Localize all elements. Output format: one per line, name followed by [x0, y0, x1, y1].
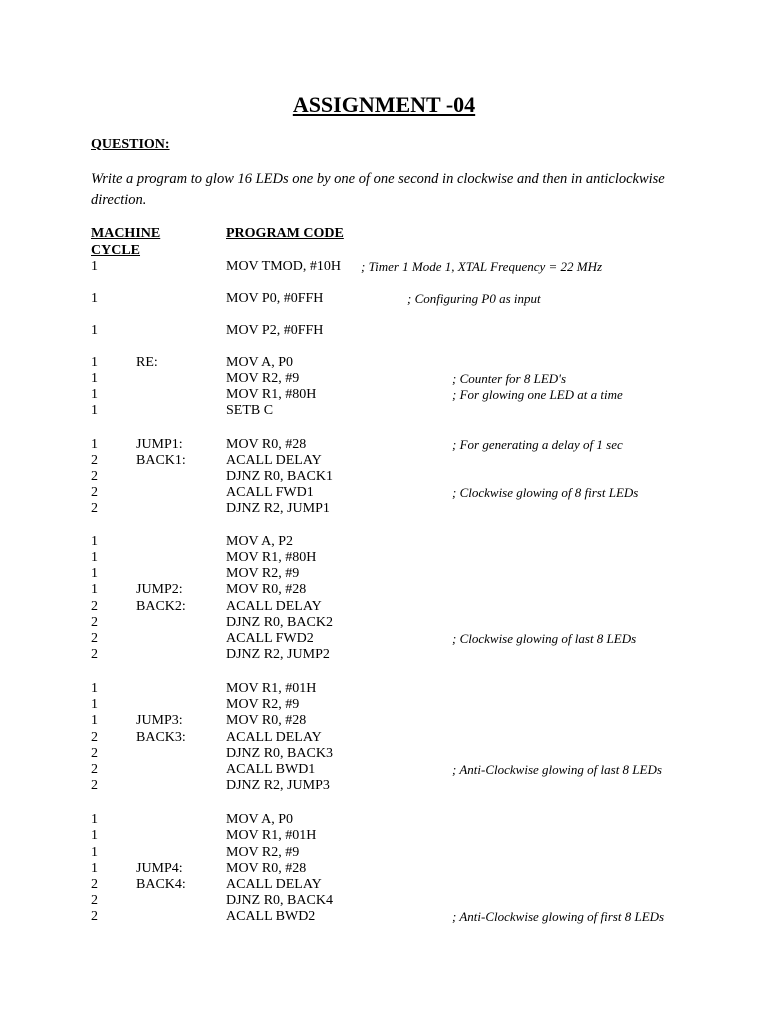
machine-cycle-cell: 2	[91, 893, 98, 908]
instruction-cell: DJNZ R2, JUMP3	[226, 778, 330, 793]
code-label-cell: BACK4:	[136, 877, 186, 892]
machine-cycle-cell: 2	[91, 453, 98, 468]
machine-header: MACHINE	[91, 226, 161, 241]
instruction-cell: MOV P2, #0FFH	[226, 323, 324, 338]
code-label-cell: BACK3:	[136, 730, 186, 745]
code-label-cell: JUMP2:	[136, 582, 183, 597]
instruction-cell: DJNZ R0, BACK4	[226, 893, 333, 908]
machine-cycle-cell: 1	[91, 437, 98, 452]
instruction-cell: MOV R1, #01H	[226, 681, 317, 696]
machine-cycle-cell: 2	[91, 746, 98, 761]
machine-cycle-cell: 1	[91, 697, 98, 712]
instruction-cell: DJNZ R0, BACK1	[226, 469, 333, 484]
instruction-cell: MOV R1, #80H	[226, 387, 317, 402]
instruction-cell: MOV R1, #01H	[226, 828, 317, 843]
instruction-cell: DJNZ R2, JUMP1	[226, 501, 330, 516]
comment-cell: ; Anti-Clockwise glowing of last 8 LEDs	[452, 762, 662, 777]
question-text: Write a program to glow 16 LEDs one by one of one second in clockwise and then in anticlockwise direction.	[91, 171, 665, 208]
instruction-cell: ACALL DELAY	[226, 599, 322, 614]
comment-cell: ; Counter for 8 LED's	[452, 371, 567, 386]
comment-cell: ; For generating a delay of 1 sec	[452, 437, 623, 452]
machine-cycle-cell: 1	[91, 323, 98, 338]
machine-cycle-cell: 2	[91, 631, 98, 646]
comment-cell: ; Clockwise glowing of last 8 LEDs	[452, 631, 637, 646]
instruction-cell: SETB C	[226, 403, 274, 418]
code-label-cell: JUMP3:	[136, 713, 183, 728]
code-label-cell: JUMP1:	[136, 437, 183, 452]
machine-cycle-cell: 1	[91, 291, 98, 306]
instruction-cell: ACALL DELAY	[226, 877, 322, 892]
instruction-cell: MOV A, P2	[226, 534, 294, 549]
instruction-cell: MOV TMOD, #10H	[226, 259, 341, 274]
code-label-cell: RE:	[136, 355, 158, 370]
instruction-cell: ACALL DELAY	[226, 453, 322, 468]
comment-cell: ; Anti-Clockwise glowing of first 8 LEDs	[452, 909, 665, 924]
cycle-header: CYCLE	[91, 243, 141, 258]
machine-cycle-cell: 2	[91, 647, 98, 662]
machine-cycle-cell: 1	[91, 582, 98, 597]
comment-cell: ; Clockwise glowing of 8 first LEDs	[452, 485, 639, 500]
instruction-cell: ACALL DELAY	[226, 730, 322, 745]
instruction-cell: ACALL FWD2	[226, 631, 314, 646]
instruction-cell: MOV A, P0	[226, 812, 294, 827]
machine-cycle-cell: 1	[91, 387, 98, 402]
machine-cycle-cell: 1	[91, 355, 98, 370]
code-label-cell: JUMP4:	[136, 861, 183, 876]
machine-cycle-cell: 1	[91, 812, 98, 827]
instruction-cell: MOV R0, #28	[226, 861, 307, 876]
instruction-cell: MOV R0, #28	[226, 713, 307, 728]
instruction-cell: DJNZ R2, JUMP2	[226, 647, 330, 662]
machine-cycle-cell: 1	[91, 681, 98, 696]
machine-cycle-cell: 2	[91, 469, 98, 484]
instruction-cell: ACALL FWD1	[226, 485, 314, 500]
machine-cycle-cell: 1	[91, 828, 98, 843]
machine-cycle-cell: 2	[91, 877, 98, 892]
machine-cycle-cell: 1	[91, 550, 98, 565]
machine-cycle-cell: 1	[91, 534, 98, 549]
comment-cell: ; Timer 1 Mode 1, XTAL Frequency = 22 MHz	[361, 259, 603, 274]
machine-cycle-cell: 1	[91, 259, 98, 274]
instruction-cell: MOV A, P0	[226, 355, 294, 370]
instruction-cell: MOV R2, #9	[226, 566, 300, 581]
comment-cell: ; Configuring P0 as input	[407, 291, 541, 306]
machine-cycle-cell: 1	[91, 845, 98, 860]
machine-cycle-cell: 2	[91, 909, 98, 924]
question-label: QUESTION:	[91, 137, 170, 152]
machine-cycle-cell: 1	[91, 566, 98, 581]
machine-cycle-cell: 2	[91, 615, 98, 630]
machine-cycle-cell: 2	[91, 501, 98, 516]
instruction-cell: MOV R0, #28	[226, 582, 307, 597]
instruction-cell: MOV R2, #9	[226, 845, 300, 860]
code-label-cell: BACK1:	[136, 453, 186, 468]
machine-cycle-cell: 1	[91, 713, 98, 728]
instruction-cell: DJNZ R0, BACK2	[226, 615, 333, 630]
instruction-cell: MOV R2, #9	[226, 371, 300, 386]
machine-cycle-cell: 1	[91, 371, 98, 386]
machine-cycle-cell: 2	[91, 730, 98, 745]
instruction-cell: ACALL BWD1	[226, 762, 316, 777]
machine-cycle-cell: 2	[91, 778, 98, 793]
machine-cycle-cell: 2	[91, 599, 98, 614]
instruction-cell: DJNZ R0, BACK3	[226, 746, 333, 761]
instruction-cell: MOV R0, #28	[226, 437, 307, 452]
instruction-cell: MOV R1, #80H	[226, 550, 317, 565]
machine-cycle-cell: 2	[91, 485, 98, 500]
code-label-cell: BACK2:	[136, 599, 186, 614]
program-code-header: PROGRAM CODE	[226, 226, 344, 241]
machine-cycle-cell: 1	[91, 861, 98, 876]
instruction-cell: MOV R2, #9	[226, 697, 300, 712]
comment-cell: ; For glowing one LED at a time	[452, 387, 623, 402]
instruction-cell: MOV P0, #0FFH	[226, 291, 324, 306]
instruction-cell: ACALL BWD2	[226, 909, 316, 924]
page-title: ASSIGNMENT -04	[292, 92, 476, 117]
machine-cycle-cell: 1	[91, 403, 98, 418]
machine-cycle-cell: 2	[91, 762, 98, 777]
